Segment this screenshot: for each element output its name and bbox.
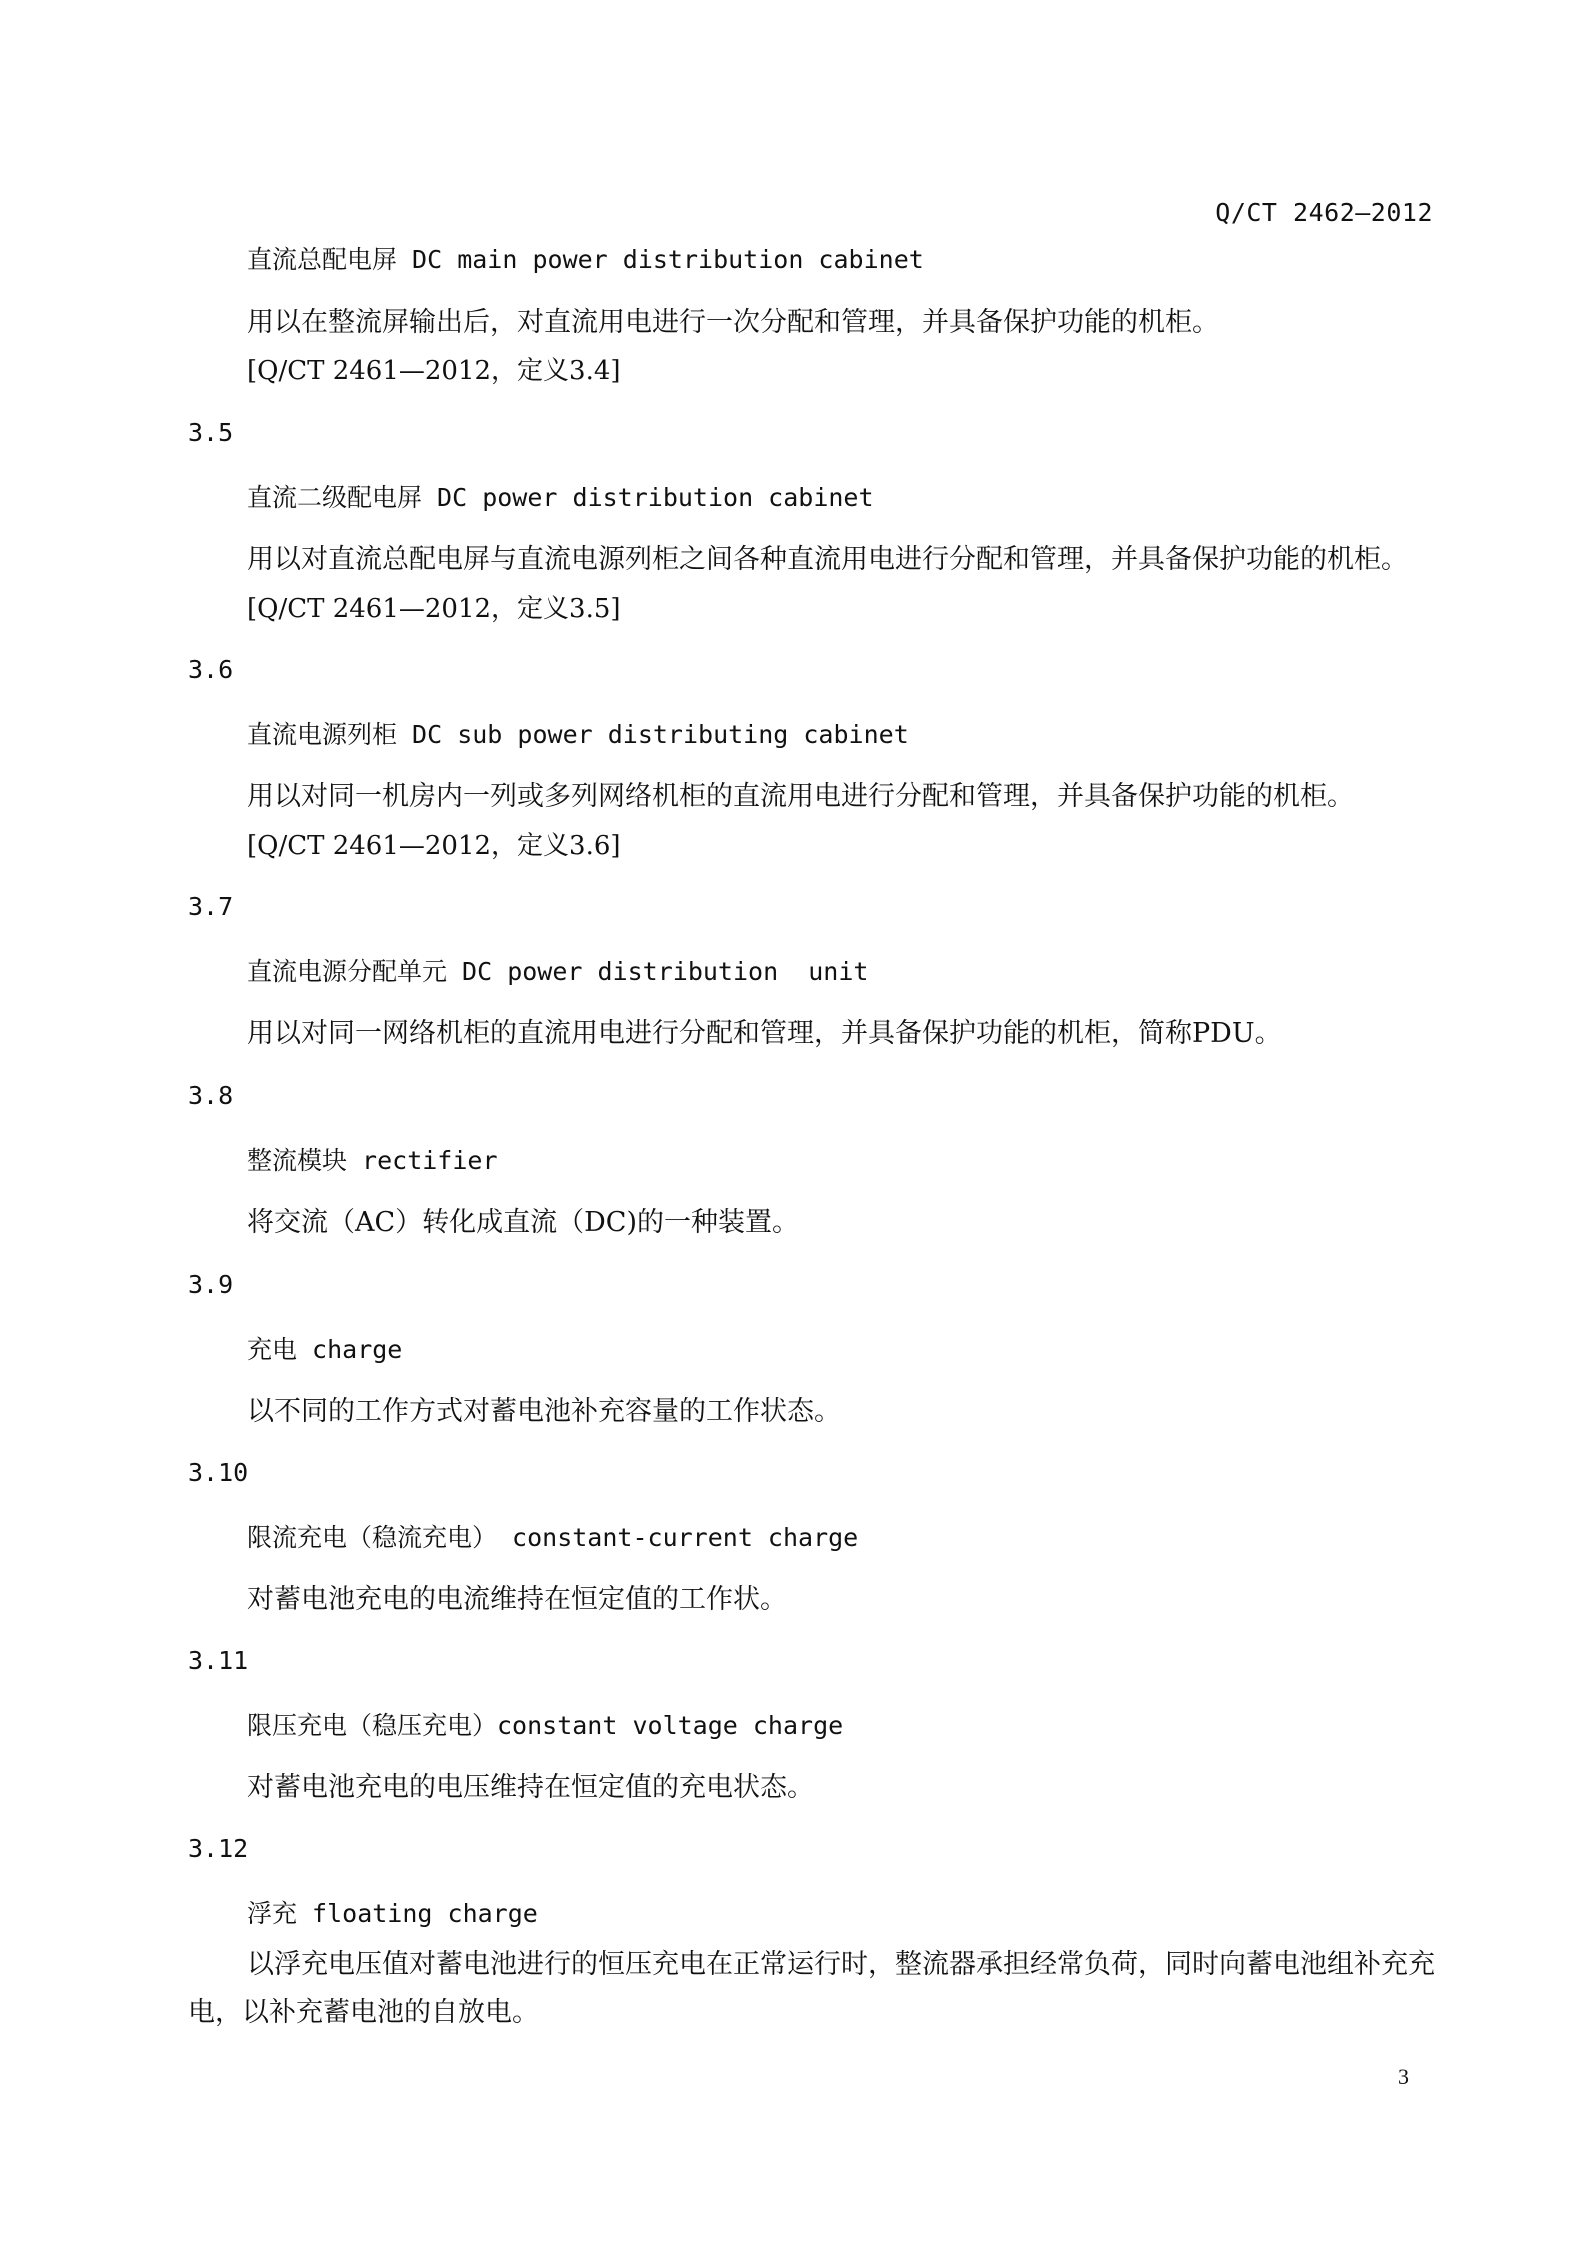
clause-number: 3.12 (188, 1834, 249, 1863)
term-definition: 用以对直流总配电屏与直流电源列柜之间各种直流用电进行分配和管理，并具备保护功能的机柜。 (247, 544, 1408, 575)
term-definition: 对蓄电池充电的电流维持在恒定值的工作状。 (247, 1584, 787, 1615)
term-title: 直流总配电屏 DC main power distribution cabinet (247, 245, 924, 274)
term-reference: [Q/CT 2461—2012，定义3.5] (247, 594, 621, 624)
term-title: 直流二级配电屏 DC power distribution cabinet (247, 483, 874, 512)
document-code: Q/CT 2462—2012 (1215, 198, 1433, 227)
term-definition: 以不同的工作方式对蓄电池补充容量的工作状态。 (247, 1396, 841, 1427)
term-definition: 将交流（AC）转化成直流（DC)的一种装置。 (247, 1207, 799, 1238)
clause-number: 3.9 (188, 1270, 234, 1299)
clause-number: 3.10 (188, 1458, 249, 1487)
term-title: 直流电源分配单元 DC power distribution unit (247, 957, 869, 986)
page-number: 3 (1398, 2064, 1409, 2089)
clause-number: 3.11 (188, 1646, 249, 1675)
term-title: 充电 charge (247, 1335, 403, 1364)
term-title: 整流模块 rectifier (247, 1146, 498, 1175)
term-definition: 对蓄电池充电的电压维持在恒定值的充电状态。 (247, 1772, 814, 1803)
term-reference: [Q/CT 2461—2012，定义3.4] (247, 356, 621, 386)
term-title: 限压充电（稳压充电）constant voltage charge (247, 1711, 844, 1740)
term-definition: 用以对同一机房内一列或多列网络机柜的直流用电进行分配和管理，并具备保护功能的机柜。 (247, 781, 1354, 812)
term-title: 限流充电（稳流充电） constant-current charge (247, 1523, 859, 1552)
clause-number: 3.7 (188, 892, 234, 921)
clause-number: 3.6 (188, 655, 234, 684)
term-definition: 用以对同一网络机柜的直流用电进行分配和管理，并具备保护功能的机柜，简称PDU。 (247, 1018, 1282, 1049)
clause-number: 3.8 (188, 1081, 234, 1110)
term-reference: [Q/CT 2461—2012，定义3.6] (247, 831, 621, 861)
term-title: 浮充 floating charge (247, 1899, 538, 1928)
clause-number: 3.5 (188, 418, 234, 447)
term-title: 直流电源列柜 DC sub power distributing cabinet (247, 720, 909, 749)
term-definition: 用以在整流屏输出后，对直流用电进行一次分配和管理，并具备保护功能的机柜。 (247, 307, 1219, 338)
term-definition: 以浮充电压值对蓄电池进行的恒压充电在正常运行时，整流器承担经常负荷，同时向蓄电池组补充充电，以补充蓄电池的自放电。 (188, 1949, 1435, 2028)
